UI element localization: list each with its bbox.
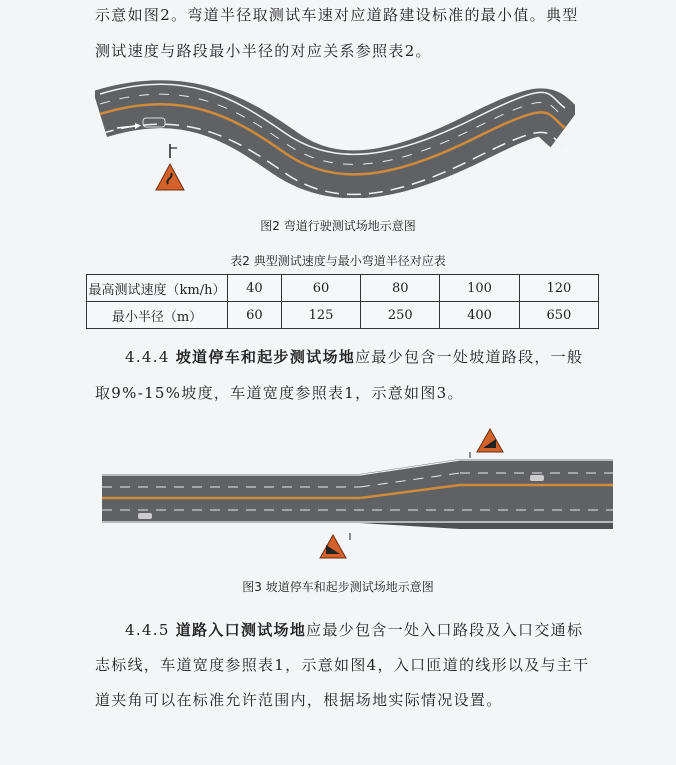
table-cell: 100 — [440, 275, 519, 302]
table-row — [87, 302, 599, 329]
table-cell: 40 — [228, 275, 282, 302]
warning-curve-sign-icon — [156, 164, 184, 190]
table-cell: 80 — [361, 275, 440, 302]
slope-road-surface — [102, 459, 613, 523]
paragraph-1-line-1: 示意如图2。弯道半径取测试车速对应道路建设标准的最小值。典型 — [95, 6, 579, 24]
paragraph-3-line-1 — [125, 619, 595, 640]
table-cell: 120 — [519, 275, 598, 302]
table-row-header: 最小半径（m） — [87, 302, 228, 329]
steep-grade-sign-top-icon — [477, 429, 503, 452]
table-row — [87, 275, 599, 302]
table-cell: 125 — [281, 302, 360, 329]
section-title: 坡道停车和起步测试场地 — [175, 348, 356, 366]
section-number: 4.4.4 — [125, 348, 176, 366]
table-row-header: 最高测试速度（km/h） — [87, 275, 228, 302]
section-title: 道路入口测试场地 — [175, 621, 307, 639]
slope-road-ramp-face — [360, 523, 613, 529]
table-cell: 60 — [281, 275, 360, 302]
figure-3-slope-road — [100, 425, 615, 560]
table-2 — [86, 274, 599, 329]
table-cell: 60 — [228, 302, 282, 329]
table-2-caption: 表2 典型测试速度与最小弯道半径对应表 — [230, 254, 446, 268]
figure-2-curved-road — [95, 78, 575, 198]
section-number: 4.4.5 — [125, 621, 176, 639]
table-cell: 250 — [361, 302, 440, 329]
paragraph-2-line-1 — [125, 346, 595, 367]
figure-2-caption: 图2 弯道行驶测试场地示意图 — [260, 219, 416, 233]
paragraph-1-line-2: 测试速度与路段最小半径的对应关系参照表2。 — [95, 42, 432, 60]
test-car-icon — [138, 513, 152, 519]
test-car-icon — [530, 475, 544, 481]
paragraph-text: 应最少包含一处坡道路段，一般 — [355, 348, 584, 366]
table-cell: 650 — [519, 302, 598, 329]
paragraph-3-line-2: 志标线，车道宽度参照表1，示意如图4，入口匝道的线形以及与主干 — [95, 656, 590, 674]
paragraph-2-line-2: 取9%-15%坡度，车道宽度参照表1，示意如图3。 — [95, 384, 464, 402]
table-cell: 400 — [440, 302, 519, 329]
paragraph-3-line-3: 道夹角可以在标准允许范围内，根据场地实际情况设置。 — [95, 691, 503, 709]
paragraph-text: 应最少包含一处入口路段及入口交通标 — [306, 621, 584, 639]
steep-grade-sign-bottom-icon — [320, 535, 346, 558]
figure-3-caption: 图3 坡道停车和起步测试场地示意图 — [242, 580, 434, 594]
